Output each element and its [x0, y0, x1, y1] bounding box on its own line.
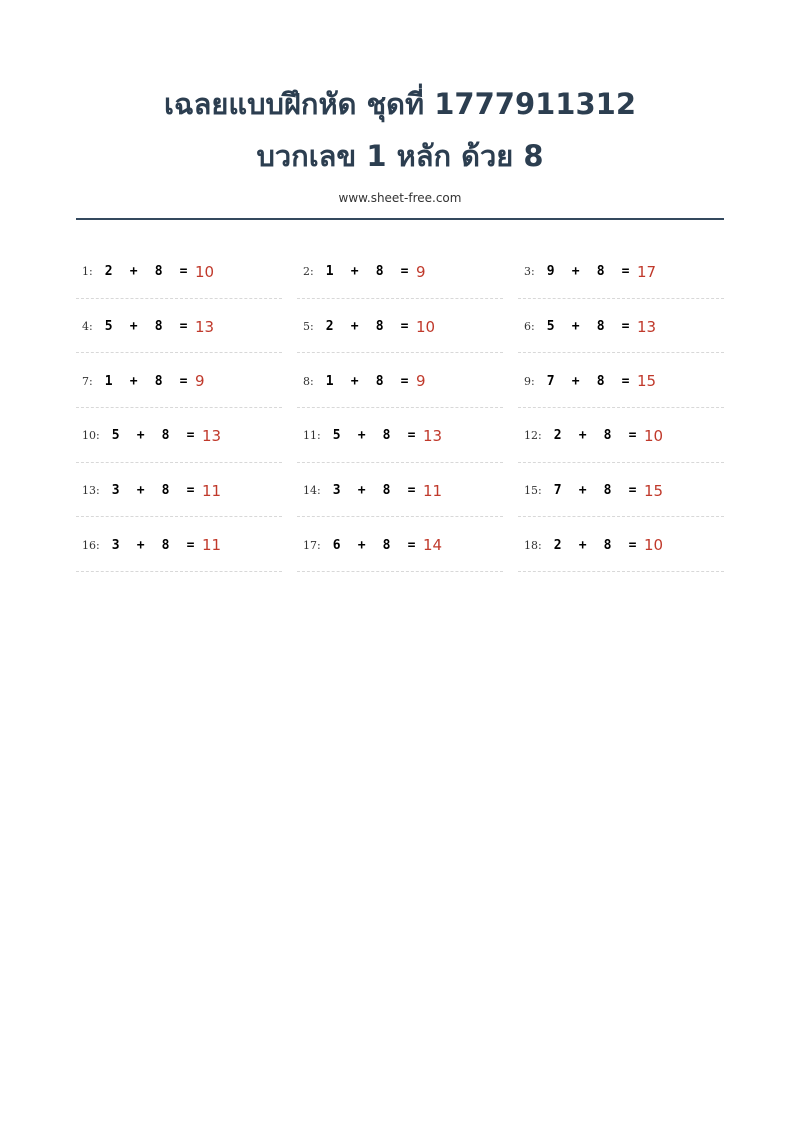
problem-expression	[554, 428, 637, 443]
problem-expression	[333, 538, 416, 553]
problem-answer: 15	[643, 481, 664, 500]
problem-number: 8:	[303, 374, 314, 388]
problem-number: 10:	[82, 429, 100, 443]
problem-number: 3:	[524, 265, 535, 279]
operator: +	[357, 537, 367, 553]
problem-answer: 10	[643, 536, 664, 555]
operator: +	[578, 483, 588, 499]
problem-expression	[547, 319, 630, 334]
equals-sign: =	[400, 319, 409, 335]
operand-b: 8	[154, 373, 164, 389]
problem-item	[297, 244, 503, 299]
problem-expression	[105, 264, 188, 279]
problem-number: 6:	[524, 320, 535, 334]
problem-expression	[326, 319, 409, 334]
problem-number: 1:	[82, 265, 93, 279]
operator: +	[578, 428, 588, 444]
equals-sign: =	[407, 537, 416, 553]
problem-number: 14:	[303, 484, 321, 498]
operand-a: 5	[111, 428, 121, 444]
problem-number: 7:	[82, 374, 93, 388]
operator: +	[350, 373, 360, 389]
operand-a: 2	[325, 319, 335, 335]
operand-a: 2	[104, 264, 114, 280]
operator: +	[129, 319, 139, 335]
problem-item	[76, 517, 282, 572]
operand-a: 7	[553, 483, 563, 499]
equals-sign: =	[186, 537, 195, 553]
problem-item	[297, 408, 503, 463]
problem-expression	[333, 428, 416, 443]
problem-expression	[333, 483, 416, 498]
operand-a: 5	[332, 428, 342, 444]
problem-number: 16:	[82, 538, 100, 552]
operand-a: 7	[546, 373, 556, 389]
problem-item	[297, 299, 503, 354]
operand-b: 8	[382, 483, 391, 499]
operand-b: 8	[161, 537, 170, 553]
problem-number: 13:	[82, 484, 100, 498]
operator: +	[350, 319, 360, 335]
equals-sign: =	[621, 264, 630, 280]
problem-expression	[554, 483, 637, 498]
operand-b: 8	[603, 537, 612, 553]
operator: +	[571, 264, 581, 280]
website-url: www.sheet-free.com	[338, 191, 462, 205]
problem-answer: 13	[422, 426, 443, 445]
equals-sign: =	[179, 319, 188, 335]
problem-answer: 11	[201, 536, 222, 555]
header-divider	[76, 218, 724, 220]
operand-b: 8	[375, 319, 385, 335]
problem-answer: 17	[637, 262, 657, 281]
problem-item	[297, 463, 503, 518]
problem-item	[518, 244, 724, 299]
equals-sign: =	[400, 264, 409, 280]
operator: +	[350, 264, 360, 280]
problem-expression	[105, 374, 188, 389]
problem-expression	[547, 264, 630, 279]
operand-b: 8	[375, 373, 385, 389]
worksheet-subtitle: บวกเลข 1 หลัก ด้วย 8	[256, 139, 544, 173]
problem-item	[297, 353, 503, 408]
operator: +	[129, 264, 139, 280]
problem-item	[76, 244, 282, 299]
problem-item	[76, 463, 282, 518]
problem-expression	[326, 374, 409, 389]
operand-b: 8	[154, 319, 164, 335]
equals-sign: =	[628, 428, 637, 444]
equals-sign: =	[179, 264, 188, 280]
operand-a: 1	[325, 373, 335, 389]
problem-number: 18:	[524, 538, 542, 552]
operand-a: 5	[104, 319, 114, 335]
problem-item	[518, 517, 724, 572]
problem-answer: 11	[201, 481, 222, 500]
operator: +	[578, 537, 588, 553]
problem-number: 12:	[524, 429, 542, 443]
problem-expression	[554, 538, 637, 553]
operand-b: 8	[596, 373, 606, 389]
problem-expression	[112, 538, 195, 553]
problem-number: 15:	[524, 484, 542, 498]
operand-a: 3	[111, 537, 121, 553]
operand-b: 8	[382, 537, 391, 553]
problem-number: 5:	[303, 320, 314, 334]
problem-answer: 10	[195, 262, 215, 281]
operand-a: 9	[546, 264, 556, 280]
operand-b: 8	[154, 264, 164, 280]
problem-answer: 10	[416, 317, 436, 336]
operator: +	[571, 373, 581, 389]
problem-number: 11:	[303, 429, 321, 443]
problem-expression	[112, 483, 195, 498]
problem-grid	[76, 244, 724, 572]
operand-a: 6	[332, 537, 342, 553]
operand-b: 8	[375, 264, 385, 280]
equals-sign: =	[628, 483, 637, 499]
operator: +	[357, 483, 367, 499]
problem-item	[76, 353, 282, 408]
equals-sign: =	[407, 428, 416, 444]
problem-item	[76, 299, 282, 354]
operator: +	[136, 428, 146, 444]
worksheet-title: เฉลยแบบฝึกหัด ชุดที่ 1777911312	[163, 87, 637, 121]
problem-answer: 9	[416, 262, 426, 281]
problem-answer: 9	[416, 372, 426, 391]
equals-sign: =	[179, 373, 188, 389]
problem-item	[297, 517, 503, 572]
equals-sign: =	[400, 373, 409, 389]
problem-answer: 13	[201, 426, 222, 445]
equals-sign: =	[407, 483, 416, 499]
problem-expression	[547, 374, 630, 389]
operand-a: 3	[332, 483, 342, 499]
operand-a: 1	[325, 264, 335, 280]
problem-answer: 11	[422, 481, 443, 500]
equals-sign: =	[621, 319, 630, 335]
problem-number: 17:	[303, 538, 321, 552]
problem-item	[518, 299, 724, 354]
problem-answer: 14	[422, 536, 443, 555]
operand-a: 5	[546, 319, 556, 335]
problem-number: 2:	[303, 265, 314, 279]
operand-b: 8	[603, 428, 612, 444]
problem-answer: 13	[637, 317, 657, 336]
operand-b: 8	[603, 483, 612, 499]
operand-a: 3	[111, 483, 121, 499]
operand-b: 8	[161, 428, 170, 444]
operator: +	[136, 537, 146, 553]
equals-sign: =	[186, 428, 195, 444]
problem-expression	[105, 319, 188, 334]
operator: +	[571, 319, 581, 335]
equals-sign: =	[628, 537, 637, 553]
problem-item	[518, 463, 724, 518]
problem-expression	[326, 264, 409, 279]
problem-number: 9:	[524, 374, 535, 388]
equals-sign: =	[186, 483, 195, 499]
equals-sign: =	[621, 373, 630, 389]
operand-a: 2	[553, 428, 563, 444]
operand-b: 8	[596, 264, 606, 280]
problem-answer: 10	[643, 426, 664, 445]
problem-answer: 9	[195, 372, 205, 391]
operator: +	[357, 428, 367, 444]
operand-a: 2	[553, 537, 563, 553]
problem-item	[518, 353, 724, 408]
operator: +	[129, 373, 139, 389]
problem-expression	[112, 428, 195, 443]
problem-item	[76, 408, 282, 463]
problem-answer: 13	[195, 317, 215, 336]
operand-a: 1	[104, 373, 114, 389]
operand-b: 8	[382, 428, 391, 444]
operand-b: 8	[596, 319, 606, 335]
problem-answer: 15	[637, 372, 657, 391]
operand-b: 8	[161, 483, 170, 499]
operator: +	[136, 483, 146, 499]
problem-number: 4:	[82, 320, 93, 334]
problem-item	[518, 408, 724, 463]
